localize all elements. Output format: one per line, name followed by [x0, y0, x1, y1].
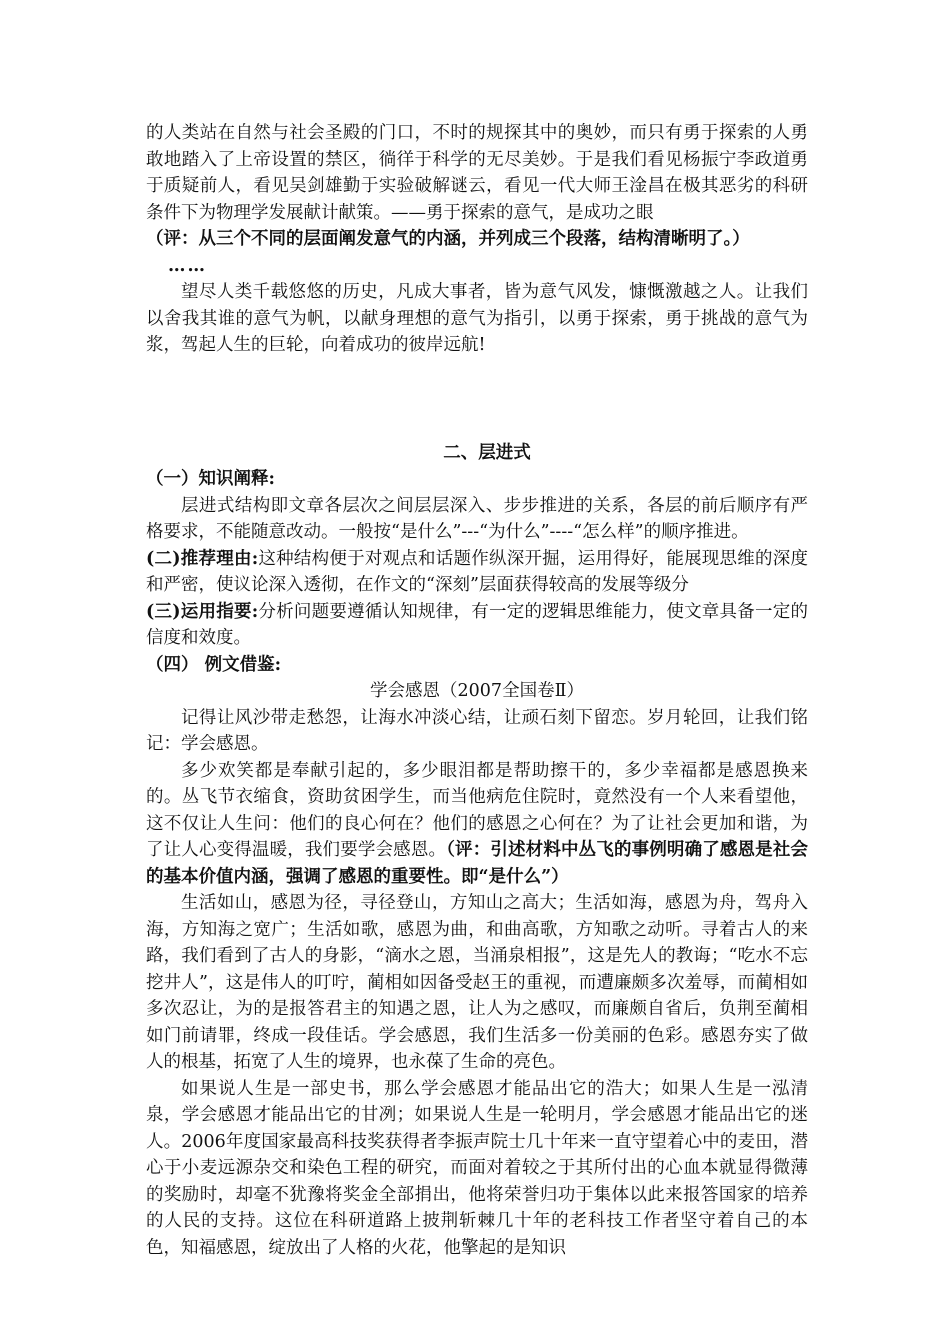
- ellipsis: ……: [168, 255, 207, 276]
- reason-text: 这种结构便于对观点和话题作纵深开掘，运用得好，能展现思维的深度和严密，使议论深入透彻，在作文的“深刻”层面获得较高的发展等级分: [146, 548, 808, 595]
- section-title: 二、层进式: [443, 442, 531, 463]
- comment-structure: （评：从三个不同的层面阐发意气的内涵，并列成三个段落，结构清晰明了。）: [146, 229, 750, 249]
- guide-label: (三)运用指要:: [146, 601, 259, 622]
- document-page: [146, 120, 808, 1261]
- example-label: （四） 例文借鉴:: [146, 654, 282, 675]
- paragraph-explore: 的人类站在自然与社会圣殿的门口，不时的规探其中的奥妙，而只有勇于探索的人勇敢地踏入了上帝设置的禁区，徜徉于科学的无尽美妙。于是我们看见杨振宁李政道勇于质疑前人，看见吴剑雄勤于实验破解谜云，看见一代大师王淦昌在极其恶劣的科研条件下为物理学发展献计献策。——勇于探索的意气，是成功之眼: [146, 123, 808, 223]
- reason-paragraph: [146, 546, 808, 599]
- knowledge-text: 层进式结构即文章各层次之间层层深入、步步推进的关系，各层的前后顺序有严格要求，不能随意改动。一般按“是什么”---“为什么”----“怎么样”的顺序推进。: [146, 495, 808, 542]
- example-paragraph-2-text: 多少欢笑都是奉献引起的，多少眼泪都是帮助擦干的，多少幸福都是感恩换来的。丛飞节衣缩食，资助贫困学生，而当他病危住院时，竟然没有一个人来看望他，这不仅让人生问：他们的良心何在？他们的感恩之心何在？为了让社会更加和谐，为了让人心变得温暖，我们要学会感恩。: [146, 760, 808, 860]
- example-comment: （评：引述材料中丛飞的事例明确了感恩是社会的基本价值内涵，强调了感恩的重要性。即“是什么”）: [146, 840, 808, 887]
- example-paragraph-3: 生活如山，感恩为径，寻径登山，方知山之高大；生活如海，感恩为舟，驾舟入海，方知海之宽广；生活如歌，感恩为曲，和曲高歌，方知歌之动听。寻着古人的来路，我们看到了古人的身影，“滴水之恩，当涌泉相报”，这是先人的教诲；“吃水不忘挖井人”，这是伟人的叮咛，蔺相如因备受赵王的重视，而遭廉颇多次羞辱，而蔺相如多次忍让，为的是报答君主的知遇之恩，让人为之感叹，而廉颇自省后，负荆至蔺相如门前请罪，终成一段佳话。学会感恩，我们生活多一份美丽的色彩。感恩夯实了做人的根基，拓宽了人生的境界，也永葆了生命的亮色。: [146, 893, 808, 1072]
- example-heading: [146, 652, 808, 679]
- example-paragraph-2: [146, 758, 808, 891]
- reason-label: (二)推荐理由:: [146, 548, 259, 569]
- knowledge-label: （一）知识阐释:: [146, 469, 275, 489]
- guide-paragraph: [146, 599, 808, 652]
- example-paragraph-4: 如果说人生是一部史书，那么学会感恩才能品出它的浩大；如果人生是一泓清泉，学会感恩才能品出它的甘冽；如果说人生是一轮明月，学会感恩才能品出它的迷人。2006年度国家最高科技奖获得者李振声院士几十年来一直守望着心中的麦田，潜心于小麦远源杂交和染色工程的研究，而面对着较之于其所付出的心血本就显得微薄的奖励时，却毫不犹豫将奖金全部捐出，他将荣誉归功于集体以此来报答国家的培养的人民的支持。这位在科研道路上披荆斩棘几十年的老科技工作者坚守着自己的本色，知福感恩，绽放出了人格的火花，他擎起的是知识: [146, 1078, 808, 1258]
- example-title: 学会感恩（2007全国卷Ⅱ）: [370, 681, 584, 701]
- knowledge-heading: [146, 466, 808, 493]
- guide-text: 分析问题要遵循认知规律，有一定的逻辑思维能力，使文章具备一定的信度和效度。: [146, 601, 808, 648]
- paragraph-conclusion: 望尽人类千载悠悠的历史，凡成大事者，皆为意气风发，慷慨激越之人。让我们以舍我其谁的意气为帆，以献身理想的意气为指引，以勇于探索，勇于挑战的意气为浆，驾起人生的巨轮，向着成功的彼岸远航!: [146, 282, 808, 355]
- example-paragraph-1: 记得让风沙带走愁怨，让海水冲淡心结，让顽石刻下留恋。岁月轮回，让我们铭记：学会感恩。: [146, 707, 808, 754]
